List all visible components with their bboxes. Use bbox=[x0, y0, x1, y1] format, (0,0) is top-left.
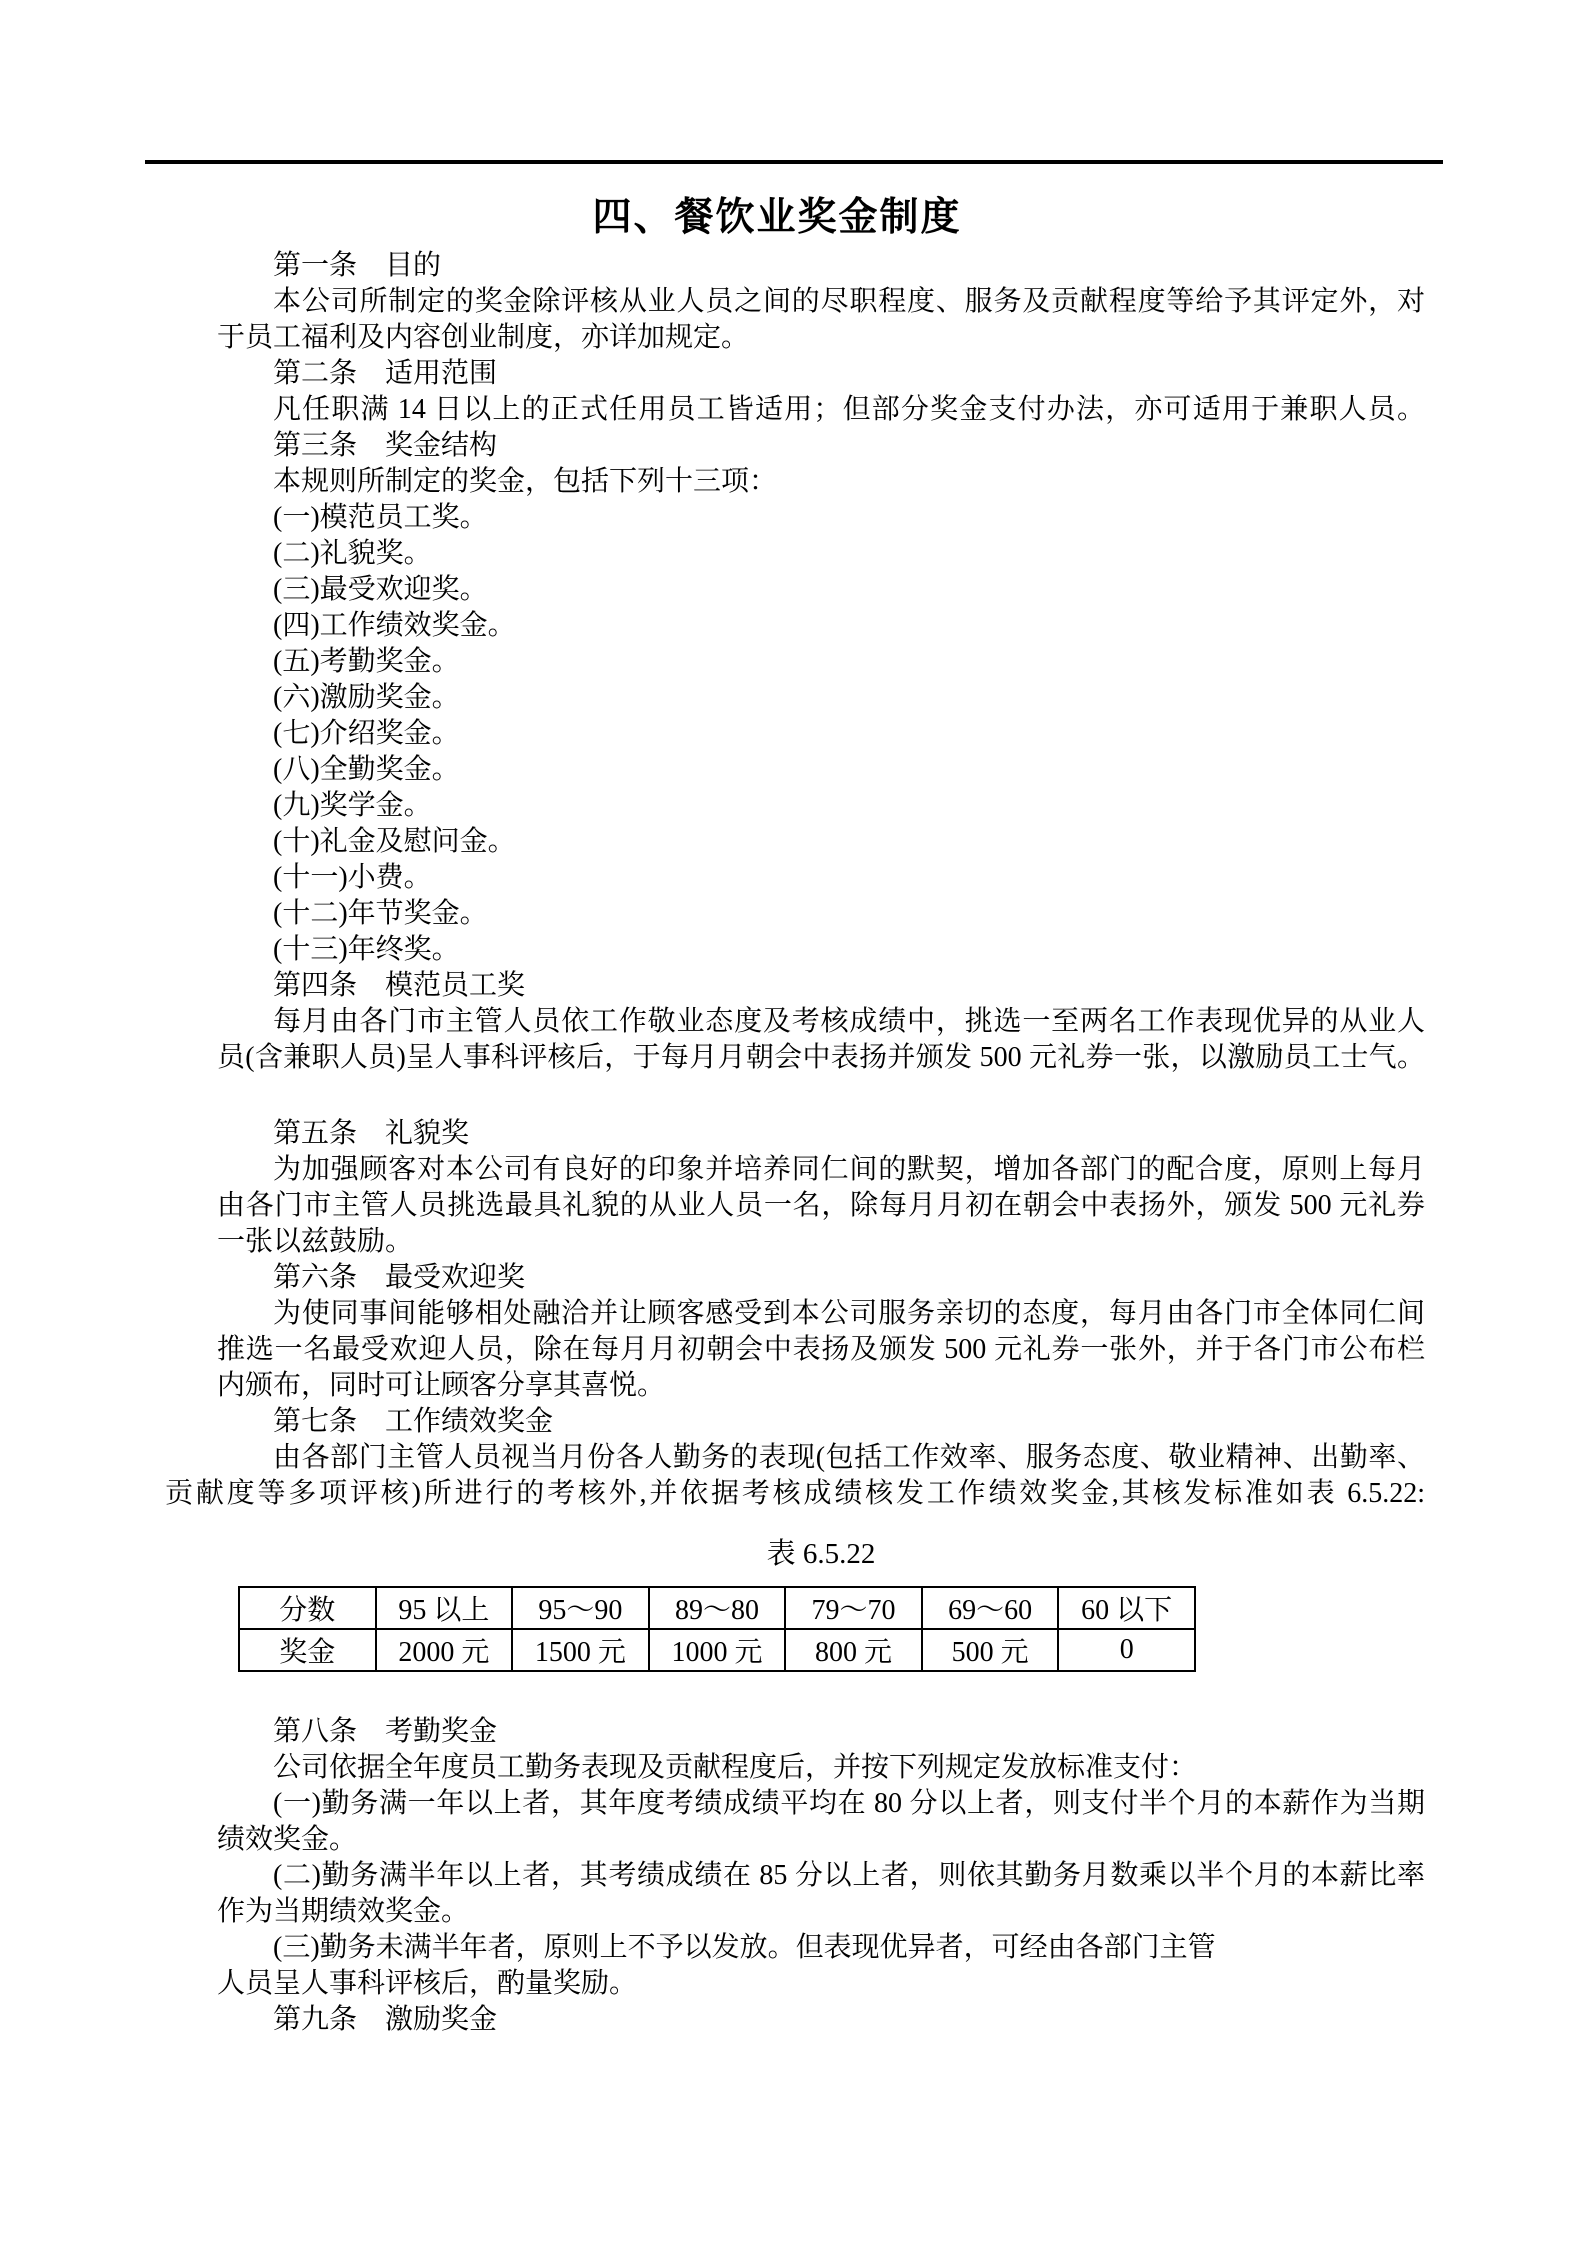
doc-line: 内颁布，同时可让顾客分享其喜悦。 bbox=[217, 1370, 666, 1401]
doc-line: 第五条 礼貌奖 bbox=[273, 1118, 470, 1149]
header-rule bbox=[145, 160, 1443, 164]
doc-line: (七)介绍奖金。 bbox=[273, 718, 460, 749]
table-cell: 89～80 bbox=[649, 1587, 786, 1629]
doc-line: (十三)年终奖。 bbox=[273, 934, 460, 965]
page-title: 四、餐饮业奖金制度 bbox=[592, 196, 962, 239]
doc-line: 第六条 最受欢迎奖 bbox=[273, 1262, 526, 1293]
table-cell: 800 元 bbox=[785, 1629, 922, 1671]
doc-line: 员(含兼职人员)呈人事科评核后，于每月月朝会中表扬并颁发 500 元礼券一张，以激励员工士气。 bbox=[217, 1042, 1425, 1073]
doc-line: 由各部门主管人员视当月份各人勤务的表现(包括工作效率、服务态度、敬业精神、出勤率、 bbox=[273, 1442, 1425, 1473]
table-row bbox=[239, 1587, 1195, 1629]
bonus-table-body bbox=[239, 1587, 1195, 1671]
bonus-table bbox=[238, 1586, 1196, 1672]
document-body bbox=[0, 248, 1425, 2038]
doc-line: 第三条 奖金结构 bbox=[273, 430, 498, 461]
doc-line: (一)勤务满一年以上者，其年度考绩成绩平均在 80 分以上者，则支付半个月的本薪作为当期 bbox=[273, 1788, 1425, 1819]
table-cell: 95～90 bbox=[512, 1587, 649, 1629]
table-cell: 95 以上 bbox=[376, 1587, 513, 1629]
doc-line: 本规则所制定的奖金，包括下列十三项： bbox=[273, 466, 778, 497]
table-cell: 0 bbox=[1058, 1629, 1195, 1671]
doc-line: 第四条 模范员工奖 bbox=[273, 970, 526, 1001]
doc-line: 公司依据全年度员工勤务表现及贡献程度后，并按下列规定发放标准支付： bbox=[273, 1752, 1198, 1783]
doc-line: (一)模范员工奖。 bbox=[273, 502, 488, 533]
doc-line: 一张以兹鼓励。 bbox=[217, 1226, 414, 1257]
doc-line: 第七条 工作绩效奖金 bbox=[273, 1406, 554, 1437]
doc-line: 于员工福利及内容创业制度，亦详加规定。 bbox=[217, 322, 750, 353]
doc-line: 每月由各门市主管人员依工作敬业态度及考核成绩中，挑选一至两名工作表现优异的从业人 bbox=[273, 1006, 1425, 1037]
doc-line: (八)全勤奖金。 bbox=[273, 754, 460, 785]
doc-line: (十二)年节奖金。 bbox=[273, 898, 488, 929]
lines-before-table bbox=[0, 248, 1425, 1512]
table-cell: 奖金 bbox=[239, 1629, 376, 1671]
table-cell: 1000 元 bbox=[649, 1629, 786, 1671]
doc-line: 第九条 激励奖金 bbox=[273, 2004, 498, 2035]
doc-line: (六)激励奖金。 bbox=[273, 682, 460, 713]
table-cell: 500 元 bbox=[922, 1629, 1059, 1671]
doc-line: 本公司所制定的奖金除评核从业人员之间的尽职程度、服务及贡献程度等给予其评定外，对 bbox=[273, 286, 1425, 317]
doc-line: (九)奖学金。 bbox=[273, 790, 432, 821]
table-caption: 表 6.5.22 bbox=[766, 1538, 876, 1570]
table-cell: 2000 元 bbox=[376, 1629, 513, 1671]
doc-line: (二)勤务满半年以上者，其考绩成绩在 85 分以上者，则依其勤务月数乘以半个月的本薪比率 bbox=[273, 1860, 1425, 1891]
doc-line: 作为当期绩效奖金。 bbox=[217, 1896, 470, 1927]
doc-line: (五)考勤奖金。 bbox=[273, 646, 460, 677]
line-spacer bbox=[0, 1076, 1425, 1116]
doc-line: (二)礼貌奖。 bbox=[273, 538, 432, 569]
doc-line: (三)勤务未满半年者，原则上不予以发放。但表现优异者，可经由各部门主管 bbox=[273, 1932, 1216, 1963]
doc-line: 贡献度等多项评核)所进行的考核外,并依据考核成绩核发工作绩效奖金,其核发标准如表 6.5.22: bbox=[165, 1478, 1425, 1509]
table-row bbox=[239, 1629, 1195, 1671]
doc-line: (三)最受欢迎奖。 bbox=[273, 574, 488, 605]
table-cell: 69～60 bbox=[922, 1587, 1059, 1629]
doc-line: (十一)小费。 bbox=[273, 862, 432, 893]
doc-line: 凡任职满 14 日以上的正式任用员工皆适用；但部分奖金支付办法，亦可适用于兼职人员。 bbox=[273, 394, 1425, 425]
table-cell: 1500 元 bbox=[512, 1629, 649, 1671]
lines-after-table bbox=[0, 1714, 1425, 2038]
doc-line: (十)礼金及慰问金。 bbox=[273, 826, 516, 857]
doc-line: 第二条 适用范围 bbox=[273, 358, 498, 389]
doc-line: (四)工作绩效奖金。 bbox=[273, 610, 516, 641]
table-cell: 分数 bbox=[239, 1587, 376, 1629]
table-cell: 60 以下 bbox=[1058, 1587, 1195, 1629]
doc-line: 为使同事间能够相处融洽并让顾客感受到本公司服务亲切的态度，每月由各门市全体同仁间 bbox=[273, 1298, 1425, 1329]
doc-line: 第一条 目的 bbox=[273, 250, 442, 281]
doc-line: 人员呈人事科评核后，酌量奖励。 bbox=[217, 1968, 638, 1999]
doc-line: 推选一名最受欢迎人员，除在每月月初朝会中表扬及颁发 500 元礼券一张外，并于各门市公布栏 bbox=[217, 1334, 1425, 1365]
doc-line: 为加强顾客对本公司有良好的印象并培养同仁间的默契，增加各部门的配合度，原则上每月 bbox=[273, 1154, 1425, 1185]
doc-line: 绩效奖金。 bbox=[217, 1824, 358, 1855]
table-cell: 79～70 bbox=[785, 1587, 922, 1629]
doc-line: 由各门市主管人员挑选最具礼貌的从业人员一名，除每月月初在朝会中表扬外，颁发 500 元礼券 bbox=[217, 1190, 1425, 1221]
doc-line: 第八条 考勤奖金 bbox=[273, 1716, 498, 1747]
